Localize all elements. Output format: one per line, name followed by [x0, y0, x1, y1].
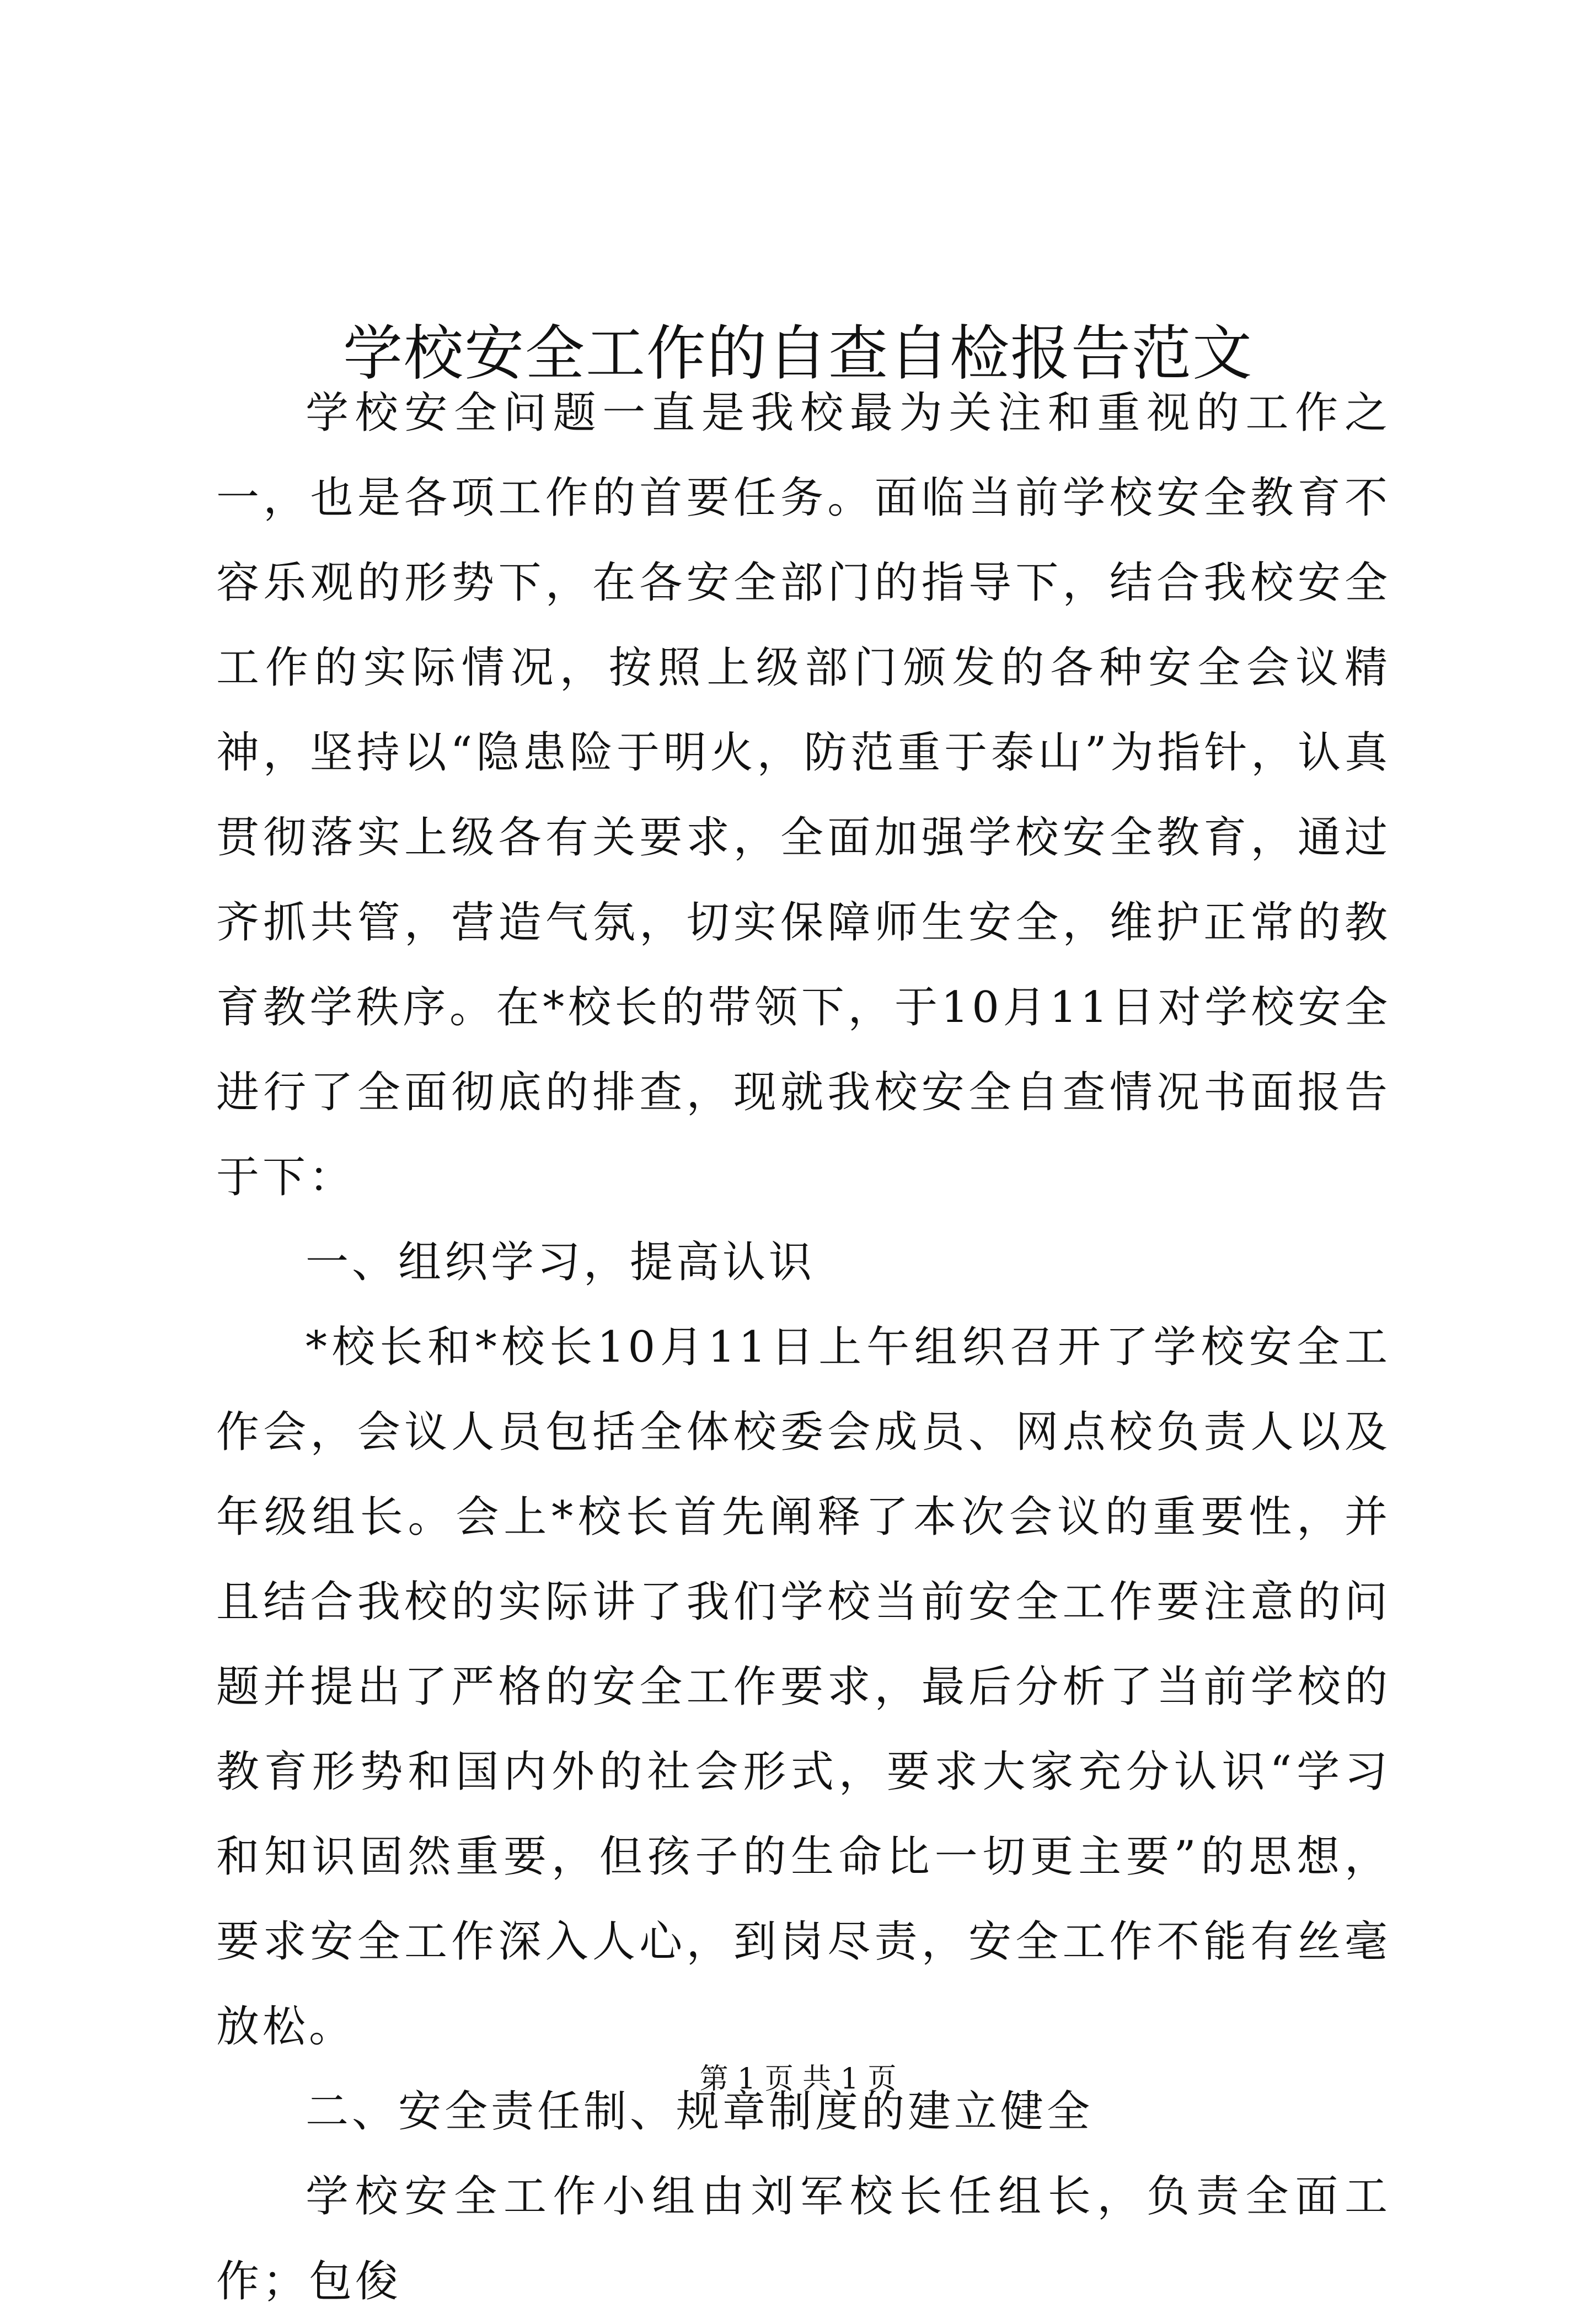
paragraph-section-2: 学校安全工作小组由刘军校长任组长，负责全面工作；包俊 — [216, 2172, 1391, 2306]
page-footer: 第 1 页 共 1 页 — [699, 2063, 897, 2096]
document-body — [216, 371, 1391, 2324]
paragraph-intro: 学校安全问题一直是我校最为关注和重视的工作之一，也是各项工作的首要任务。面临当前学校安全教育不容乐观的形势下，在各安全部门的指导下，结合我校安全工作的实际情况，按照上级部门颁发的各种安全会议精神，坚持以“隐患险于明火，防范重于泰山”为指针，认真贯彻落实上级各有关要求，全面加强学校安全教育，通过齐抓共管，营造气氛，切实保障师生安全，维护正常的教育教学秩序。在*校长的带领下，于10月11日对学校安全进行了全面彻底的排查，现就我校安全自查情况书面报告于下： — [216, 388, 1391, 1202]
section-heading-2: 二、安全责任制、规章制度的建立健全 — [306, 2087, 1094, 2136]
document-title: 学校安全工作的自查自检报告范文 — [342, 319, 1253, 389]
section-heading-1: 一、组织学习，提高认识 — [306, 1238, 816, 1287]
paragraph-section-1: *校长和*校长10月11日上午组织召开了学校安全工作会，会议人员包括全体校委会成员、网点校负责人以及年级组长。会上*校长首先阐释了本次会议的重要性，并且结合我校的实际讲了我们学校当前安全工作要注意的问题并提出了严格的安全工作要求，最后分析了当前学校的教育形势和国内外的社会形式，要求大家充分认识“学习和知识固然重要，但孩子的生命比一切更主要”的思想，要求安全工作深入人心，到岗尽责，安全工作不能有丝毫放松。 — [216, 1322, 1391, 2052]
